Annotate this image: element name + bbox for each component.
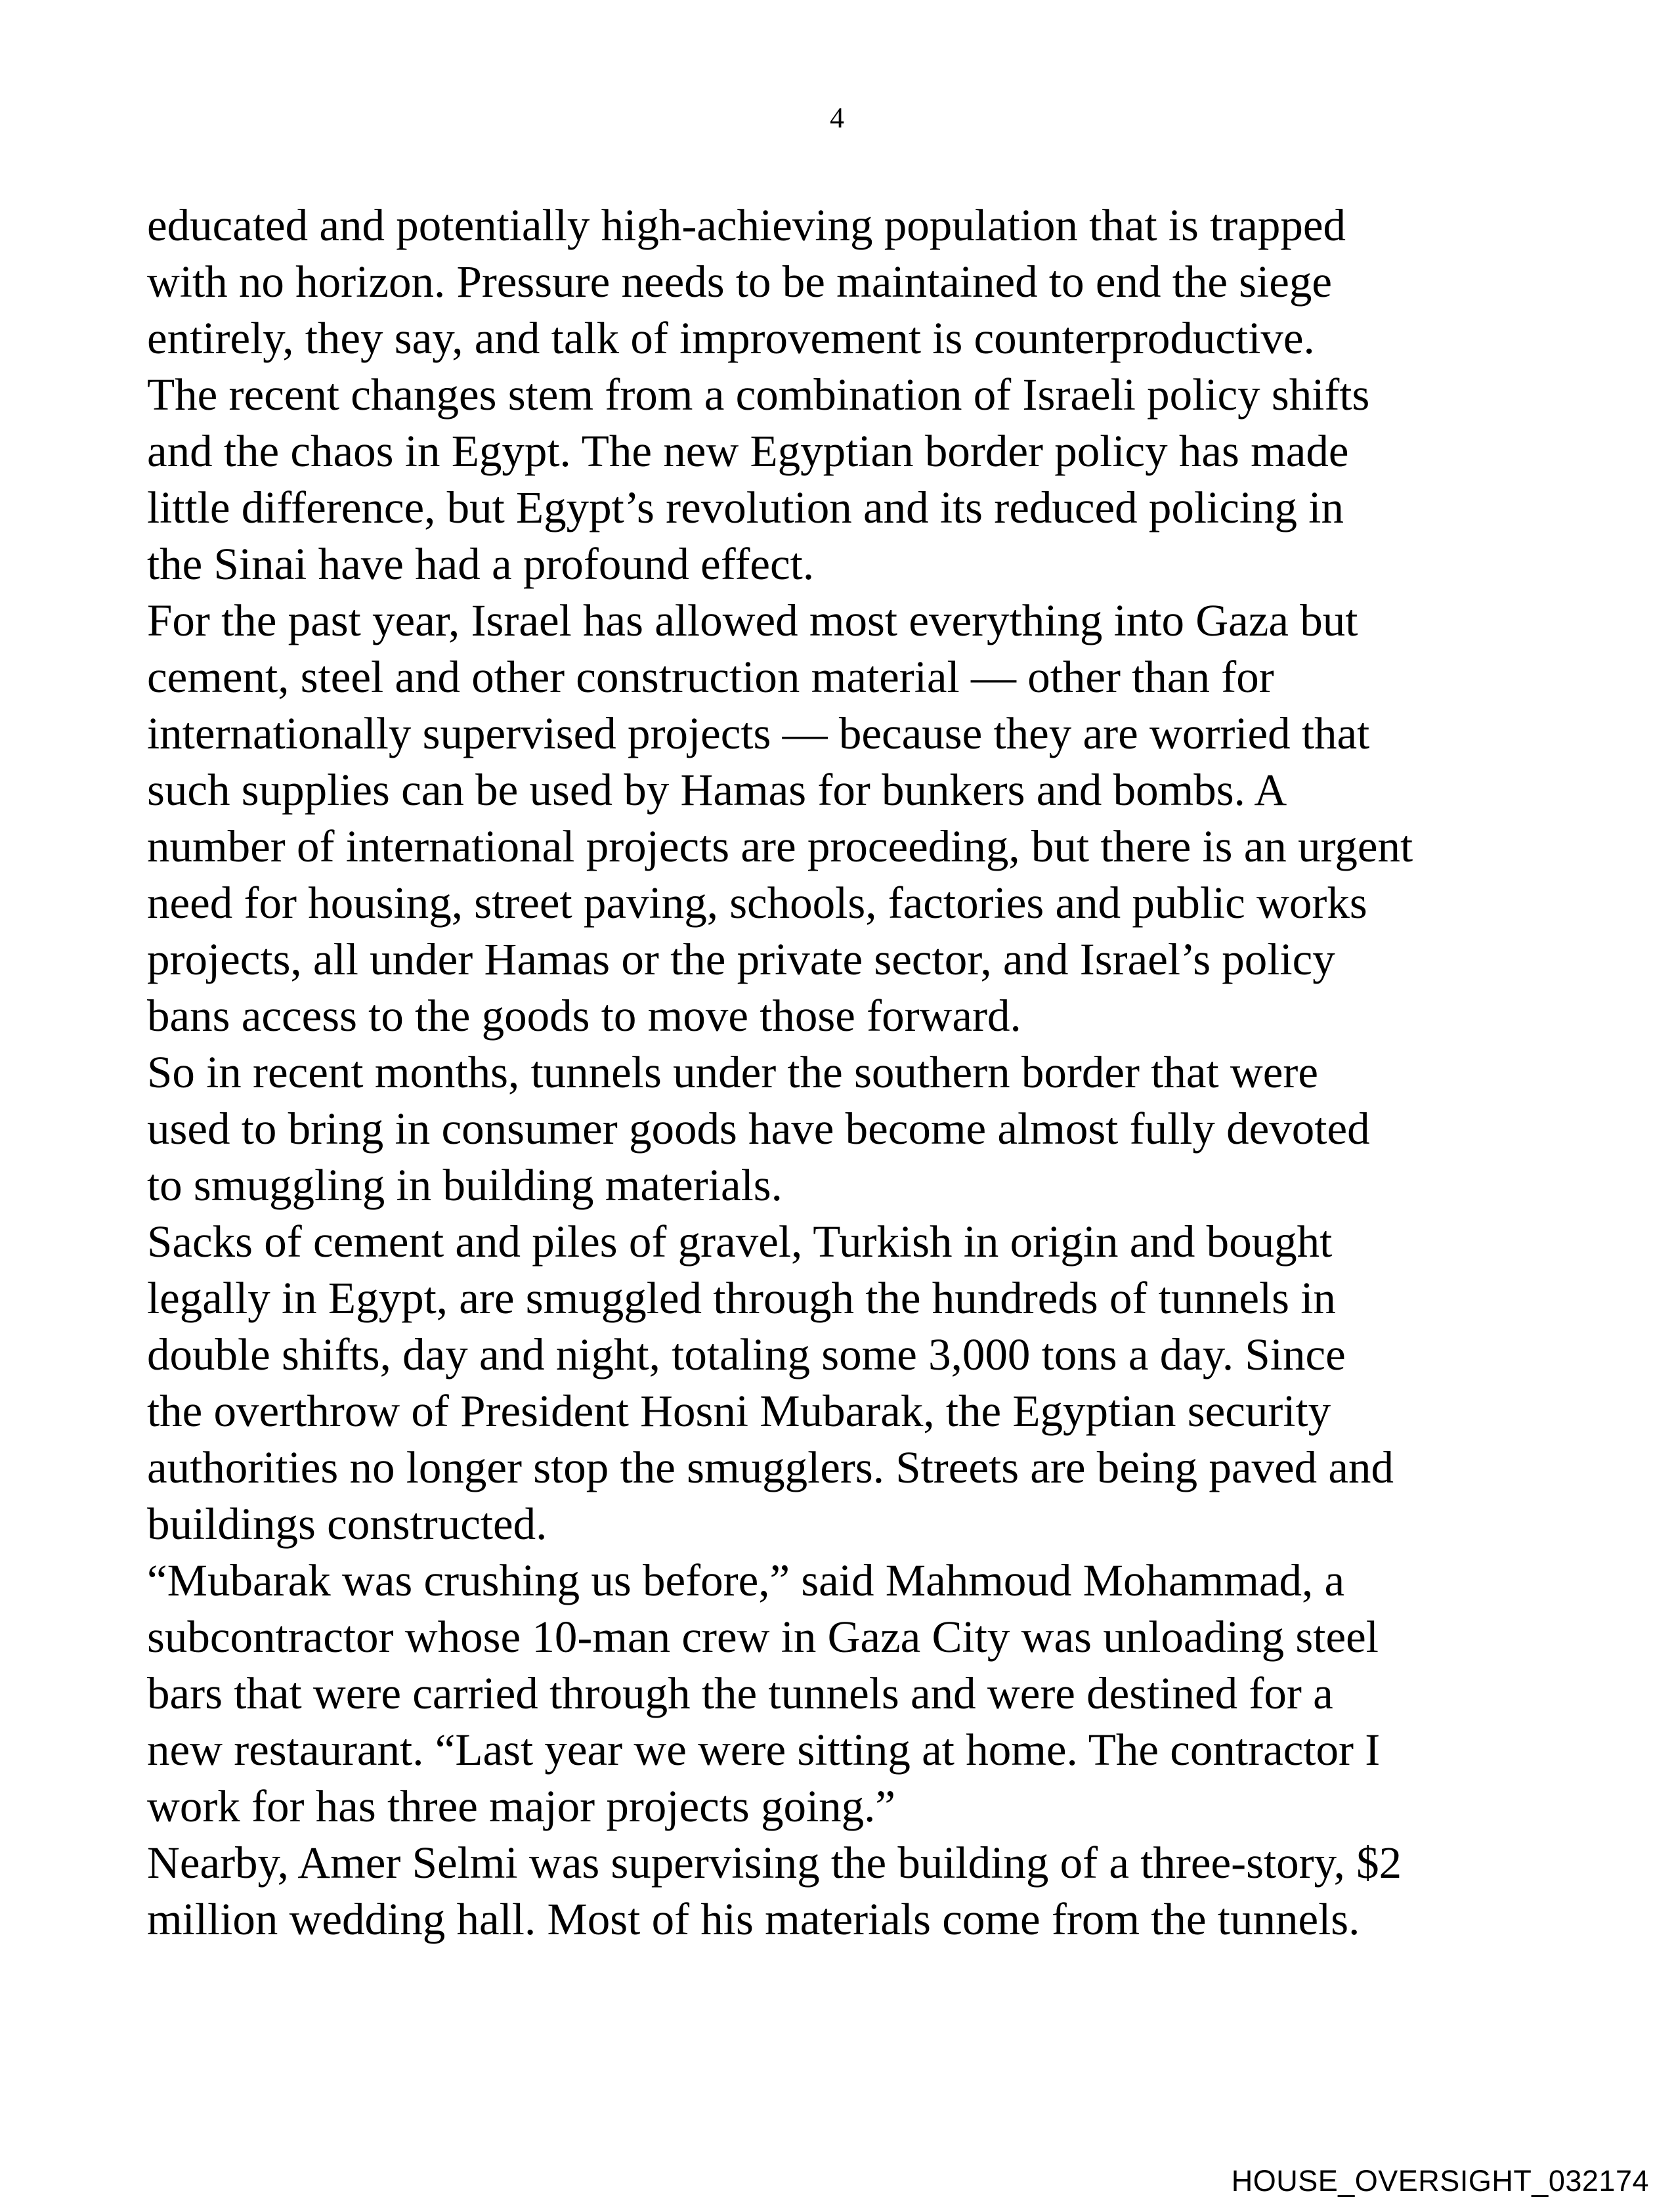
text-line: million wedding hall. Most of his materials come from the tunnels. xyxy=(147,1894,1360,1944)
text-line: with no horizon. Pressure needs to be maintained to end the siege xyxy=(147,257,1333,307)
text-line: used to bring in consumer goods have become almost fully devoted xyxy=(147,1104,1370,1154)
text-line: number of international projects are proceeding, but there is an urgent xyxy=(147,821,1413,871)
text-line: Sacks of cement and piles of gravel, Turkish in origin and bought xyxy=(147,1217,1333,1267)
text-line: new restaurant. “Last year we were sitting at home. The contractor I xyxy=(147,1725,1381,1775)
text-line: to smuggling in building materials. xyxy=(147,1160,783,1210)
text-line: bans access to the goods to move those forward. xyxy=(147,991,1021,1041)
text-line: entirely, they say, and talk of improvement is counterproductive. xyxy=(147,313,1315,363)
text-line: such supplies can be used by Hamas for bunkers and bombs. A xyxy=(147,765,1287,815)
text-line: the overthrow of President Hosni Mubarak, the Egyptian security xyxy=(147,1386,1331,1436)
text-line: the Sinai have had a profound effect. xyxy=(147,539,815,589)
text-line: subcontractor whose 10-man crew in Gaza City was unloading steel xyxy=(147,1612,1379,1662)
text-line: “Mubarak was crushing us before,” said Mahmoud Mohammad, a xyxy=(147,1555,1345,1605)
text-line: double shifts, day and night, totaling some 3,000 tons a day. Since xyxy=(147,1330,1346,1379)
page-number: 4 xyxy=(830,102,844,134)
text-line: cement, steel and other construction material — other than for xyxy=(147,652,1274,702)
text-line: need for housing, street paving, schools, factories and public works xyxy=(147,878,1367,928)
text-line: buildings constructed. xyxy=(147,1499,547,1549)
text-line: projects, all under Hamas or the private sector, and Israel’s policy xyxy=(147,934,1335,984)
article-body xyxy=(147,197,1591,1947)
text-line: authorities no longer stop the smugglers. Streets are being paved and xyxy=(147,1442,1394,1492)
text-line: The recent changes stem from a combination of Israeli policy shifts xyxy=(147,370,1370,420)
text-line: internationally supervised projects — because they are worried that xyxy=(147,708,1370,758)
text-line: little difference, but Egypt’s revolution and its reduced policing in xyxy=(147,483,1344,532)
text-line: legally in Egypt, are smuggled through the hundreds of tunnels in xyxy=(147,1273,1336,1323)
text-line: educated and potentially high-achieving population that is trapped xyxy=(147,200,1346,250)
document-id-footer: HOUSE_OVERSIGHT_032174 xyxy=(1231,2164,1649,2198)
text-line: Nearby, Amer Selmi was supervising the building of a three-story, $2 xyxy=(147,1838,1402,1888)
text-line: So in recent months, tunnels under the southern border that were xyxy=(147,1047,1318,1097)
text-line: For the past year, Israel has allowed most everything into Gaza but xyxy=(147,596,1358,645)
text-line: and the chaos in Egypt. The new Egyptian border policy has made xyxy=(147,426,1349,476)
text-line: work for has three major projects going.” xyxy=(147,1781,896,1831)
text-line: bars that were carried through the tunnels and were destined for a xyxy=(147,1668,1333,1718)
